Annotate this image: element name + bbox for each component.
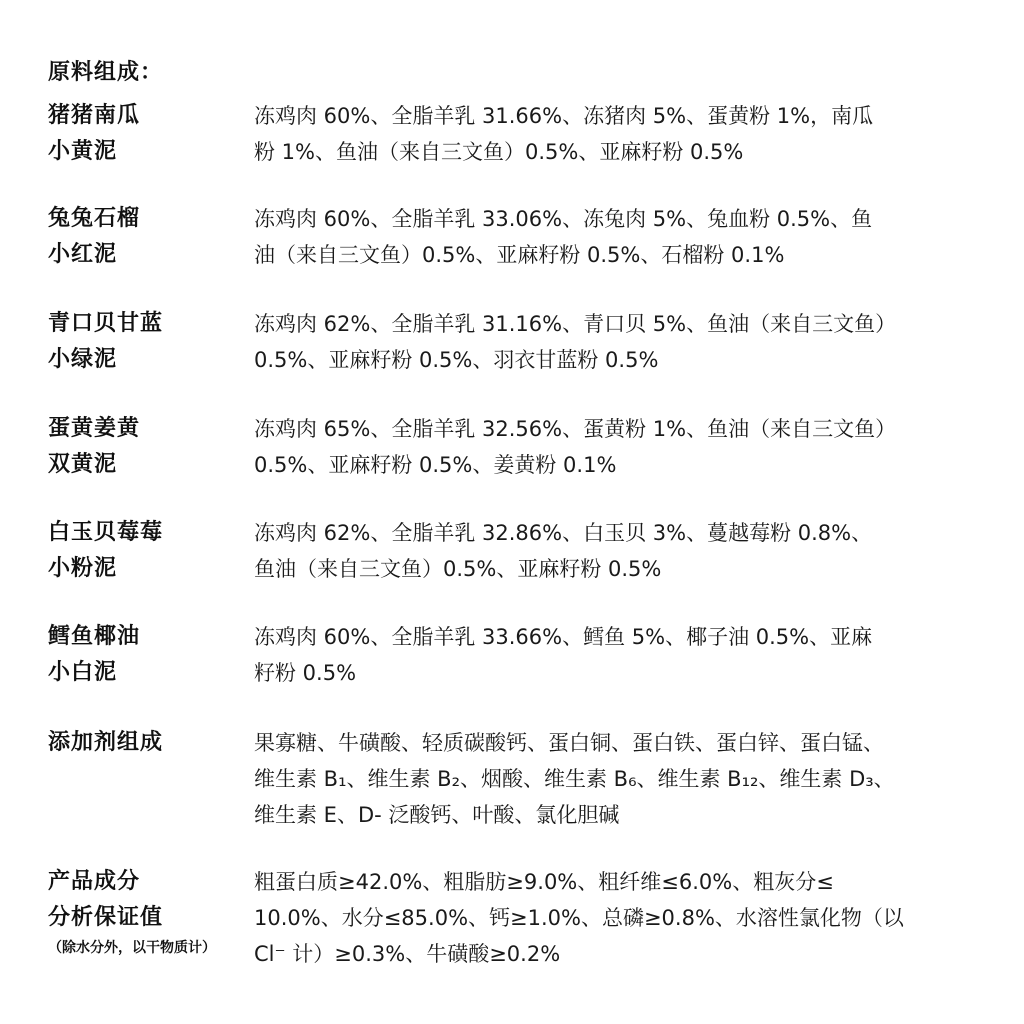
ingredients-line: 粉 1%、鱼油（来自三文鱼）0.5%、亚麻籽粉 0.5% bbox=[254, 140, 744, 164]
product-name-line: 青口贝甘蓝 bbox=[48, 311, 164, 336]
guarantee-label bbox=[48, 864, 248, 960]
product-name bbox=[48, 306, 248, 378]
product-name-line: 小红泥 bbox=[48, 242, 118, 267]
ingredients-line: 鱼油（来自三文鱼）0.5%、亚麻籽粉 0.5% bbox=[254, 557, 662, 581]
guarantee-values bbox=[254, 864, 989, 972]
section-heading: 原料组成： bbox=[48, 60, 164, 85]
ingredients-line: 冻鸡肉 60%、全脂羊乳 33.66%、鳕鱼 5%、椰子油 0.5%、亚麻 bbox=[254, 625, 873, 649]
guarantee-note: （除水分外，以干物质计） bbox=[48, 940, 216, 956]
product-name bbox=[48, 515, 248, 587]
product-name-line: 猪猪南瓜 bbox=[48, 103, 141, 128]
product-ingredients bbox=[254, 201, 989, 273]
ingredients-line: 冻鸡肉 65%、全脂羊乳 32.56%、蛋黄粉 1%、鱼油（来自三文鱼） bbox=[254, 417, 897, 441]
additives-line: 维生素 B₁、维生素 B₂、烟酸、维生素 B₆、维生素 B₁₂、维生素 D₃、 bbox=[254, 767, 895, 791]
ingredients-line: 冻鸡肉 62%、全脂羊乳 31.16%、青口贝 5%、鱼油（来自三文鱼） bbox=[254, 312, 897, 336]
ingredients-line: 籽粉 0.5% bbox=[254, 661, 357, 685]
product-name-line: 鳕鱼椰油 bbox=[48, 624, 141, 649]
guarantee-label-line: 产品成分 bbox=[48, 869, 141, 894]
product-name-line: 白玉贝莓莓 bbox=[48, 520, 164, 545]
product-name-line: 小白泥 bbox=[48, 660, 118, 685]
ingredients-line: 冻鸡肉 60%、全脂羊乳 31.66%、冻猪肉 5%、蛋黄粉 1%，南瓜 bbox=[254, 104, 874, 128]
additives-line: 维生素 E、D- 泛酸钙、叶酸、氯化胆碱 bbox=[254, 803, 620, 827]
product-ingredients bbox=[254, 619, 989, 691]
product-name-line: 双黄泥 bbox=[48, 452, 118, 477]
guarantee-line: 粗蛋白质≥42.0%、粗脂肪≥9.0%、粗纤维≤6.0%、粗灰分≤ bbox=[254, 870, 834, 894]
guarantee-line: Cl⁻ 计）≥0.3%、牛磺酸≥0.2% bbox=[254, 942, 561, 966]
ingredients-line: 冻鸡肉 60%、全脂羊乳 33.06%、冻兔肉 5%、兔血粉 0.5%、鱼 bbox=[254, 207, 873, 231]
guarantee-line: 10.0%、水分≤85.0%、钙≥1.0%、总磷≥0.8%、水溶性氯化物（以 bbox=[254, 906, 904, 930]
product-name-line: 蛋黄姜黄 bbox=[48, 416, 141, 441]
ingredients-line: 0.5%、亚麻籽粉 0.5%、姜黄粉 0.1% bbox=[254, 453, 617, 477]
additives-line: 果寡糖、牛磺酸、轻质碳酸钙、蛋白铜、蛋白铁、蛋白锌、蛋白锰、 bbox=[254, 731, 884, 755]
product-ingredients bbox=[254, 411, 989, 483]
additives-label bbox=[48, 725, 248, 761]
guarantee-label-line: 分析保证值 bbox=[48, 905, 164, 930]
product-name bbox=[48, 411, 248, 483]
product-ingredients bbox=[254, 98, 989, 170]
product-name-line: 兔兔石榴 bbox=[48, 206, 141, 231]
additives-label-line: 添加剂组成 bbox=[48, 730, 164, 755]
product-name bbox=[48, 201, 248, 273]
additives-list bbox=[254, 725, 989, 833]
product-name bbox=[48, 619, 248, 691]
ingredients-line: 油（来自三文鱼）0.5%、亚麻籽粉 0.5%、石榴粉 0.1% bbox=[254, 243, 785, 267]
product-name-line: 小绿泥 bbox=[48, 347, 118, 372]
ingredients-line: 冻鸡肉 62%、全脂羊乳 32.86%、白玉贝 3%、蔓越莓粉 0.8%、 bbox=[254, 521, 873, 545]
product-ingredients bbox=[254, 306, 989, 378]
product-name-line: 小粉泥 bbox=[48, 556, 118, 581]
product-name-line: 小黄泥 bbox=[48, 139, 118, 164]
ingredients-line: 0.5%、亚麻籽粉 0.5%、羽衣甘蓝粉 0.5% bbox=[254, 348, 659, 372]
product-name bbox=[48, 98, 248, 170]
product-ingredients bbox=[254, 515, 989, 587]
